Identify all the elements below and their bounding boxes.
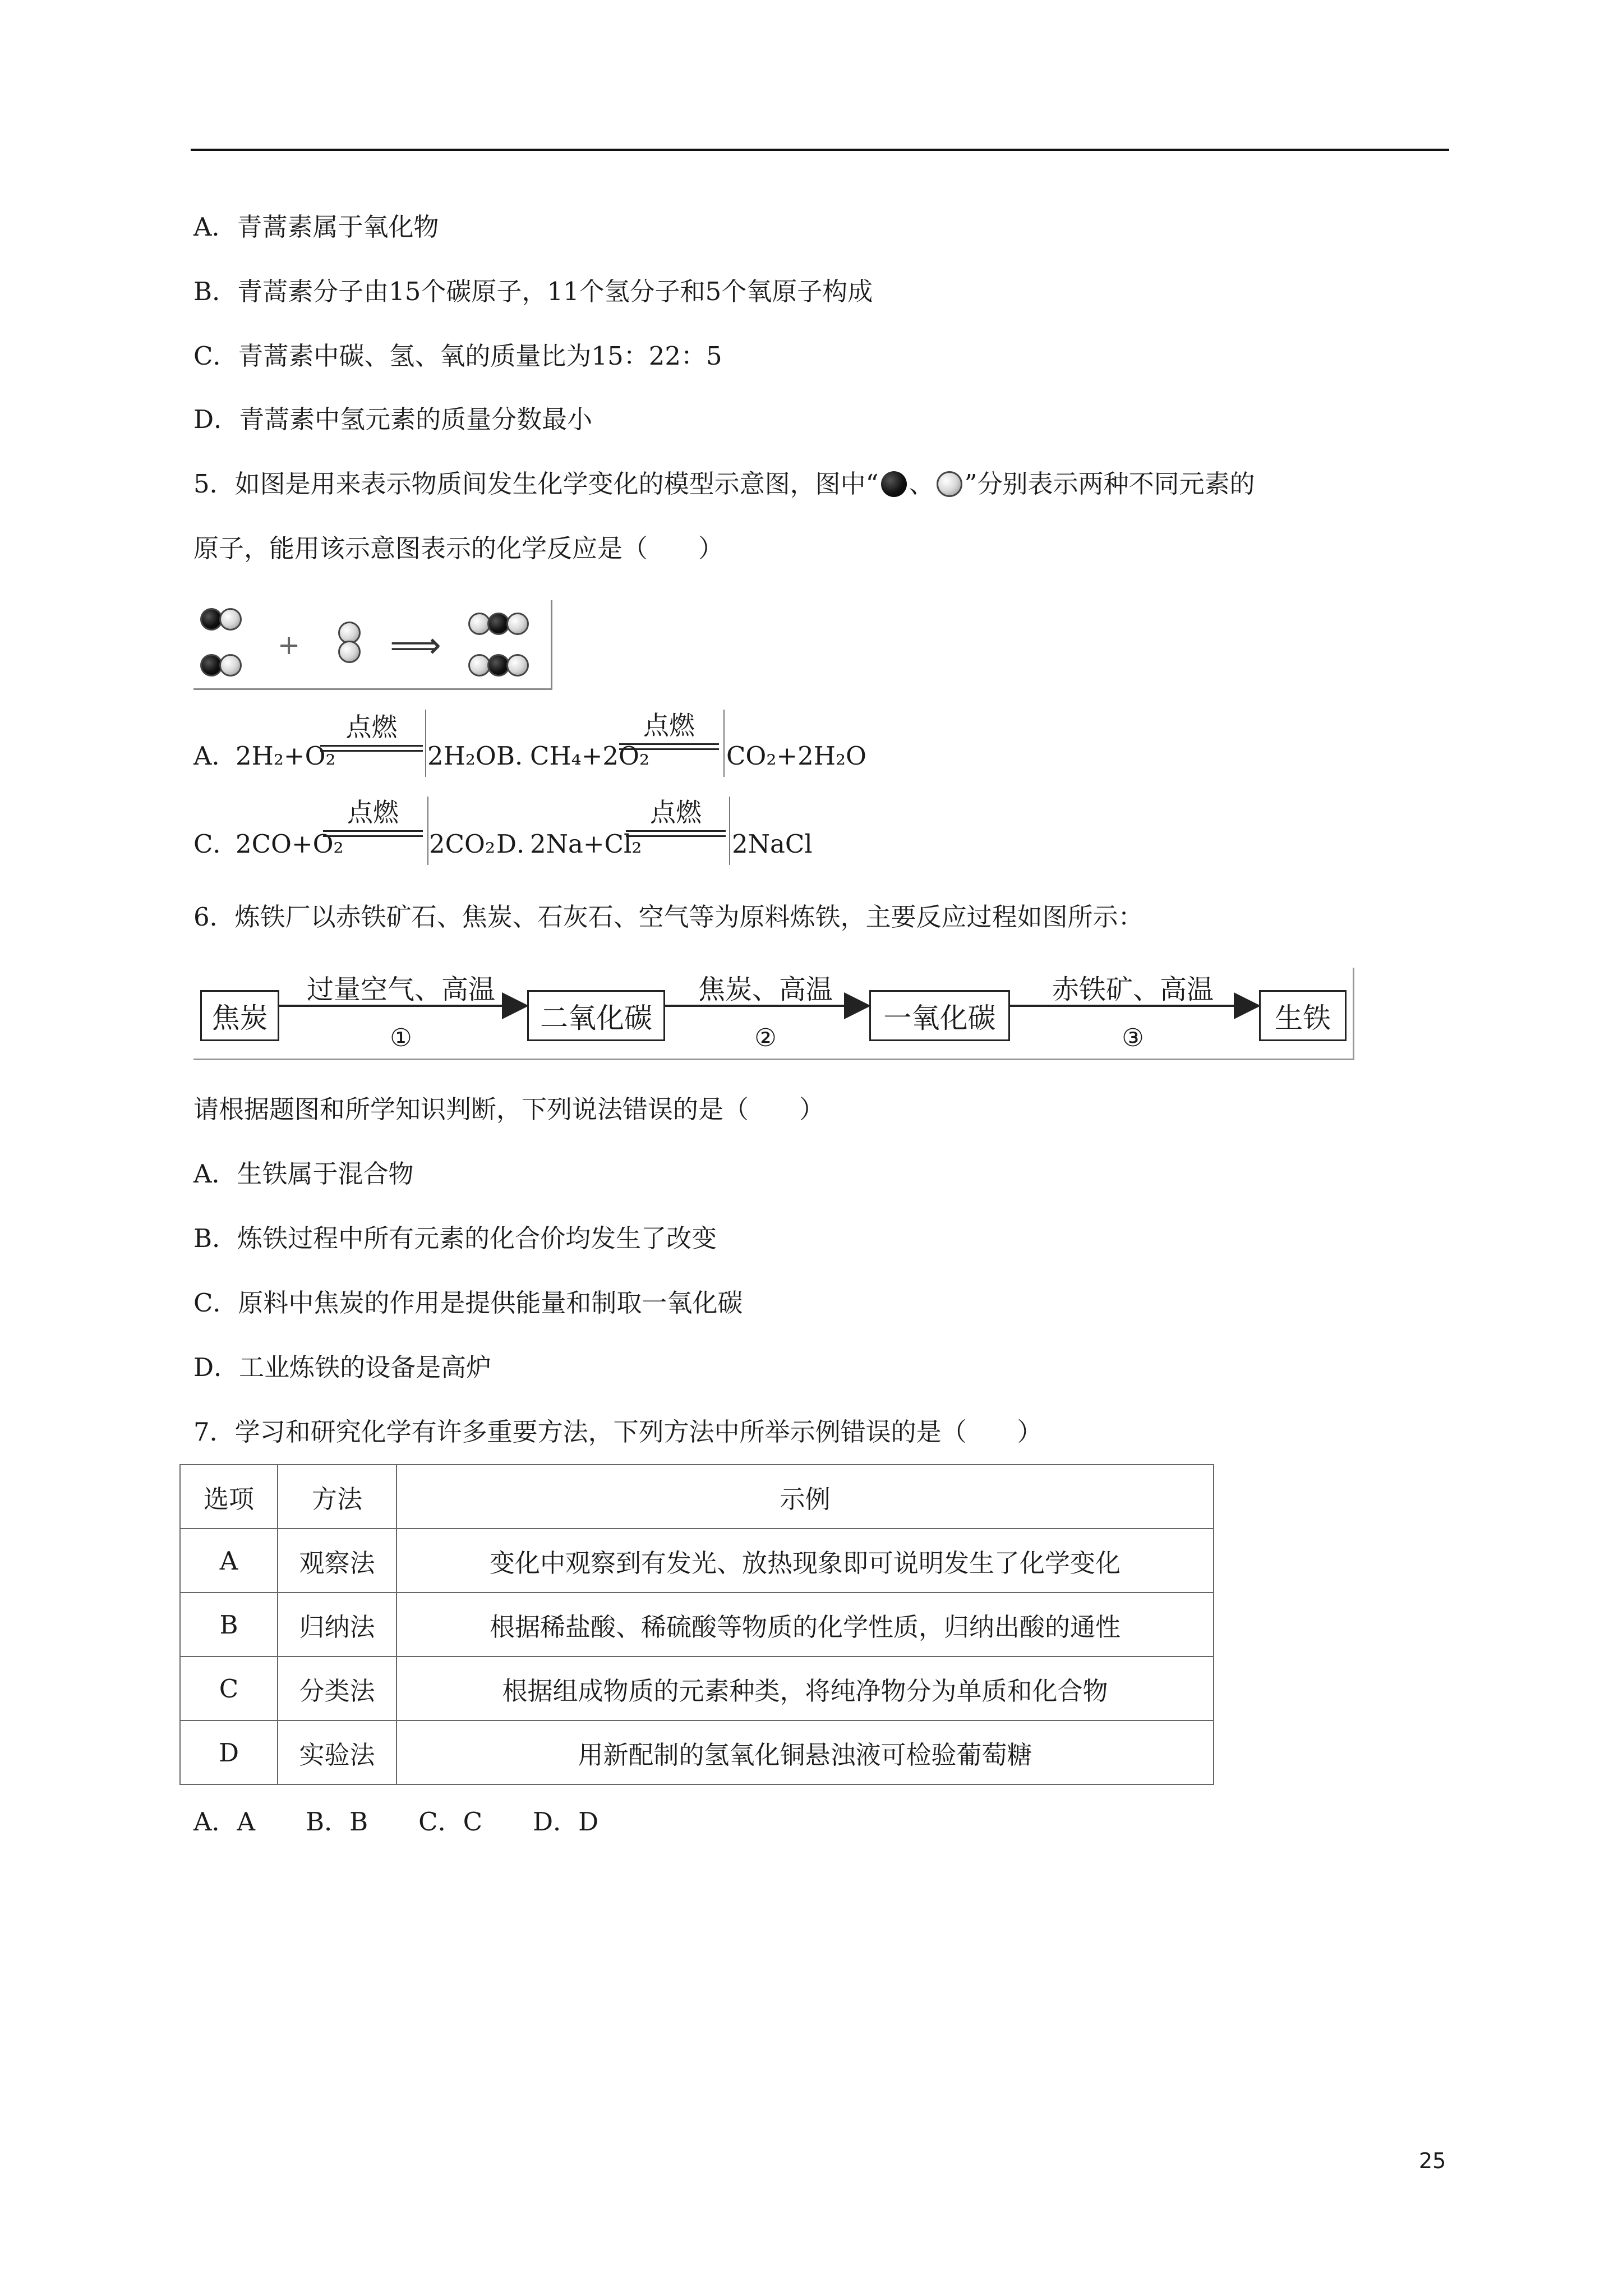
ignite-condition: 点燃: [345, 712, 398, 742]
q4-option-d: D．青蒿素中氢元素的质量分数最小: [193, 404, 593, 434]
reaction-arrow-icon: ⟹: [390, 625, 441, 666]
table-row: [180, 1720, 1214, 1784]
grey-atom: [219, 608, 242, 631]
flow-step-3: ③: [1122, 1024, 1144, 1052]
q5-option-b-left: CH₄+2O₂: [530, 741, 649, 771]
q5-option-c-left: 2CO+O₂: [236, 829, 344, 859]
flow-step-2: ②: [754, 1024, 777, 1052]
table-header-row: [180, 1465, 1214, 1529]
q7-table: [179, 1464, 1214, 1785]
q5-stem-sep: 、: [909, 469, 934, 499]
q5-option-a-left: 2H₂+O₂: [236, 741, 336, 771]
q5-option-c-condition: [320, 797, 426, 837]
flow-arrow-label-2: 焦炭、高温: [698, 974, 833, 1005]
grey-atom: [506, 654, 529, 677]
grey-atom: [219, 654, 242, 677]
divider: [425, 710, 426, 777]
row-example: 根据组成物质的元素种类，将纯净物分为单质和化合物: [396, 1657, 1214, 1720]
flow-box-co: 一氧化碳: [869, 990, 1010, 1041]
flow-box-co2: 二氧化碳: [527, 990, 665, 1041]
row-method: 观察法: [278, 1529, 396, 1593]
grey-atom: [506, 613, 529, 635]
row-example: 用新配制的氢氧化铜悬浊液可检验葡萄糖: [396, 1720, 1214, 1784]
q5-stem-line1: [193, 467, 1255, 501]
row-option: A: [180, 1529, 278, 1593]
flow-arrow-label-3: 赤铁矿、高温: [1052, 974, 1214, 1005]
row-option: C: [180, 1657, 278, 1720]
q6-option-c: C．原料中焦炭的作用是提供能量和制取一氧化碳: [193, 1288, 743, 1318]
q5-option-a-right: 2H₂O: [427, 741, 496, 771]
row-method: 分类法: [278, 1657, 396, 1720]
q5-stem-part-a: 5．如图是用来表示物质间发生化学变化的模型示意图，图中“: [193, 469, 879, 499]
q5-option-d-condition: [623, 797, 729, 837]
q5-option-b-label: B．: [496, 741, 541, 771]
page-number: 25: [1419, 2148, 1446, 2173]
q6-option-d: D．工业炼铁的设备是高炉: [193, 1352, 492, 1382]
q5-option-a-condition: [317, 711, 426, 752]
row-option: D: [180, 1720, 278, 1784]
q4-option-c: C．青蒿素中碳、氢、氧的质量比为15：22：5: [193, 341, 722, 371]
plus-sign: +: [278, 629, 301, 661]
q6-option-b: B．炼铁过程中所有元素的化合价均发生了改变: [193, 1223, 717, 1253]
q4-option-a: A．青蒿素属于氧化物: [193, 212, 439, 242]
row-method: 归纳法: [278, 1593, 396, 1657]
header-rule: [191, 149, 1449, 151]
q6-flow-diagram: [193, 968, 1354, 1060]
row-example: 根据稀盐酸、稀硫酸等物质的化学性质，归纳出酸的通性: [396, 1593, 1214, 1657]
q6-stem: 6．炼铁厂以赤铁矿石、焦炭、石灰石、空气等为原料炼铁，主要反应过程如图所示：: [193, 902, 1144, 932]
q5-stem-line2: 原子，能用该示意图表示的化学反应是（ ）: [193, 533, 724, 563]
ignite-condition: 点燃: [643, 710, 695, 740]
q5-option-c-right: 2CO₂: [429, 829, 495, 859]
flow-step-1: ①: [390, 1024, 412, 1052]
equals-sign: [626, 830, 726, 837]
row-method: 实验法: [278, 1720, 396, 1784]
flow-arrow-label-1: 过量空气、高温: [306, 974, 495, 1005]
ignite-condition: 点燃: [650, 797, 702, 827]
q7-answer-options: A．A B．B C．C D．D: [193, 1807, 599, 1837]
q5-option-b-condition: [616, 710, 722, 750]
ignite-condition: 点燃: [347, 797, 399, 827]
grey-atom-icon: [937, 471, 962, 497]
q5-option-d-left: 2Na+Cl₂: [530, 829, 642, 859]
equals-sign: [320, 745, 423, 752]
table-row: [180, 1657, 1214, 1720]
divider: [427, 797, 428, 865]
row-option: B: [180, 1593, 278, 1657]
header-option: 选项: [180, 1465, 278, 1529]
divider: [729, 797, 730, 865]
q5-option-b-right: CO₂+2H₂O: [726, 741, 866, 771]
row-example: 变化中观察到有发光、放热现象即可说明发生了化学变化: [396, 1529, 1214, 1593]
equals-sign: [323, 830, 423, 837]
table-row: [180, 1593, 1214, 1657]
table-row: [180, 1529, 1214, 1593]
flow-box-pig-iron: 生铁: [1259, 990, 1347, 1041]
black-atom-icon: [881, 471, 907, 497]
q6-question: 请根据题图和所学知识判断，下列说法错误的是（ ）: [193, 1094, 825, 1124]
header-method: 方法: [278, 1465, 396, 1529]
equals-sign: [619, 743, 719, 750]
q5-molecule-diagram: [193, 600, 552, 690]
q4-option-b: B．青蒿素分子由15个碳原子，11个氢分子和5个氧原子构成: [193, 277, 873, 306]
flow-box-coke: 焦炭: [200, 990, 279, 1041]
grey-atom: [338, 641, 361, 663]
q5-stem-part-b: ”分别表示两种不同元素的: [964, 469, 1255, 499]
q5-option-c-label: C．: [193, 829, 238, 859]
q5-option-d-right: 2NaCl: [732, 829, 813, 859]
divider: [723, 710, 725, 777]
q7-stem: 7．学习和研究化学有许多重要方法，下列方法中所举示例错误的是（ ）: [193, 1417, 1043, 1447]
q5-option-a-label: A．: [193, 741, 237, 771]
q5-option-d-label: D．: [496, 829, 542, 859]
q6-option-a: A．生铁属于混合物: [193, 1159, 414, 1189]
header-example: 示例: [396, 1465, 1214, 1529]
